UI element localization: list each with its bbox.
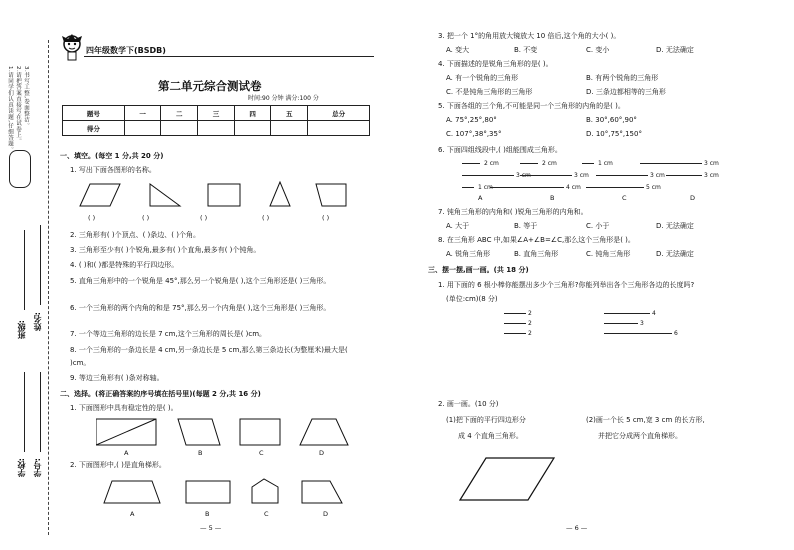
option[interactable]: C. 107°,38°,35° [446, 130, 502, 138]
table-cell: 得分 [63, 121, 125, 136]
score-cell[interactable] [308, 121, 370, 136]
parallelogram-drawing [458, 456, 558, 502]
side-note-2: 2.请把答案直接写在试卷上。 [15, 66, 21, 145]
stick-label: 6 [674, 330, 678, 337]
table-cell: 题号 [63, 106, 125, 121]
option[interactable]: D. 三条边都相等的三角形 [586, 88, 666, 96]
table-cell: 总分 [308, 106, 370, 121]
option[interactable]: A. 变大 [446, 46, 470, 54]
stick-label: 3 [640, 320, 644, 327]
question: 5. 下面各组的三个角,不可能是同一个三角形的内角的是( )。 [438, 102, 625, 110]
section1-title: 一、填空。(每空 1 分,共 20 分) [60, 152, 164, 160]
segment-label: 3 cm [574, 172, 589, 179]
question: 8. 一个三角形的一条边长是 4 cm,另一条边长是 5 cm,那么第三条边长(为整厘米)最大是( )cm。 [70, 346, 348, 367]
question: 3. 把一个 1°的角用放大镜放大 10 倍后,这个角的大小( )。 [438, 32, 621, 40]
segment [640, 163, 702, 164]
question: 6. 下面四组线段中,( )组能围成三角形。 [438, 146, 562, 154]
option-letter: D [690, 194, 696, 202]
segment-label: 3 cm [704, 160, 719, 167]
option[interactable]: C. 变小 [586, 46, 610, 54]
header-underline [84, 56, 374, 57]
stick-label: 2 [528, 310, 532, 317]
option-letter: B [198, 449, 203, 457]
rectangle-shape [208, 184, 240, 206]
option[interactable]: B. 有两个锐角的三角形 [586, 74, 659, 82]
option-letter: B [550, 194, 555, 202]
option[interactable]: C. 小于 [586, 222, 610, 230]
stability-figures [96, 417, 356, 447]
segment [520, 175, 572, 176]
option[interactable]: A. 75°,25°,80° [446, 116, 497, 124]
section3-title: 三、摆一摆,画一画。(共 18 分) [428, 266, 529, 274]
side-note-3: 3.书写工整,卷面整洁。 [23, 66, 29, 129]
answer-blank[interactable]: ( ) [88, 214, 96, 222]
stick-label: 2 [528, 320, 532, 327]
side-write-line [40, 372, 41, 452]
stick [504, 333, 526, 334]
stick [604, 323, 638, 324]
exam-meta: 时间:90 分钟 满分:100 分 [248, 95, 319, 102]
question-part: (1)把下面的平行四边形分 [446, 416, 526, 424]
cut-line [48, 40, 49, 535]
page-title: 第二单元综合测试卷 [158, 79, 262, 93]
question-part: (2)画一个长 5 cm,宽 3 cm 的长方形, [586, 416, 705, 424]
shape-figures [70, 180, 360, 210]
option-letter: D [319, 449, 325, 457]
answer-blank[interactable]: ( ) [200, 214, 208, 222]
segment [596, 175, 648, 176]
page-number-left: — 5 — [200, 524, 222, 532]
question: 7. 一个等边三角形的边长是 7 cm,这个三角形的周长是( )cm。 [70, 330, 267, 338]
segment [462, 187, 474, 188]
segment-label: 2 cm [542, 160, 557, 167]
option-letter: A [478, 194, 483, 202]
table-cell: 四 [234, 106, 271, 121]
stick-label: 4 [652, 310, 656, 317]
score-cell[interactable] [271, 121, 308, 136]
side-write-line [40, 225, 41, 305]
trapezoid-shape [316, 184, 346, 206]
answer-blank[interactable]: ( ) [322, 214, 330, 222]
segment-label: 3 cm [516, 172, 531, 179]
mascot-icon [60, 34, 84, 66]
score-table-header [63, 106, 370, 121]
option-letter: C [259, 449, 264, 457]
option-letter: A [130, 510, 135, 518]
question: 5. 直角三角形中的一个锐角是 45°,那么另一个锐角是( ),这个三角形还是( )三角形。 [70, 277, 331, 285]
segment [666, 175, 702, 176]
trapezoid-figures [102, 477, 352, 507]
score-table [62, 105, 370, 136]
score-cell[interactable] [124, 121, 161, 136]
question: 9. 等边三角形有( )条对称轴。 [70, 374, 164, 382]
name-label: 姓名: [33, 312, 42, 332]
question: 8. 在三角形 ABC 中,如果∠A+∠B=∠C,那么这个三角形是( )。 [438, 236, 635, 244]
right-triangle-shape [150, 184, 180, 206]
school-label: 学校: [17, 458, 26, 478]
stick-label: 2 [528, 330, 532, 337]
page-number-right: — 6 — [566, 524, 588, 532]
option[interactable]: A. 大于 [446, 222, 470, 230]
option-letter: C [264, 510, 269, 518]
answer-blank[interactable]: ( ) [142, 214, 150, 222]
question: 4. 下面描述的是锐角三角形的是( )。 [438, 60, 553, 68]
option[interactable]: D. 10°,75°,150° [586, 130, 642, 138]
question-part: 并把它分成两个直角梯形。 [598, 432, 682, 440]
stick [504, 323, 526, 324]
question: 7. 钝角三角形的内角和( )锐角三角形的内角和。 [438, 208, 588, 216]
segment-label: 3 cm [650, 172, 665, 179]
section2-title: 二、选择。(将正确答案的序号填在括号里)(每题 2 分,共 16 分) [60, 390, 261, 398]
score-cell[interactable] [198, 121, 235, 136]
question-unit: (单位:cm)(8 分) [446, 295, 498, 303]
segment [520, 163, 538, 164]
score-cell[interactable] [234, 121, 271, 136]
segment [490, 187, 564, 188]
score-cell[interactable] [161, 121, 198, 136]
side-marker [9, 150, 31, 188]
option[interactable]: C. 钝角三角形 [586, 250, 631, 258]
answer-blank[interactable]: ( ) [262, 214, 270, 222]
table-cell: 五 [271, 106, 308, 121]
class-label: 班级: [17, 320, 26, 340]
stick [604, 333, 672, 334]
segment-label: 2 cm [484, 160, 499, 167]
option[interactable]: B. 直角三角形 [514, 250, 559, 258]
score-table-row [63, 121, 370, 136]
table-cell: 二 [161, 106, 198, 121]
option[interactable]: D. 无法确定 [656, 250, 694, 258]
question: 1. 下面图形中具有稳定性的是( )。 [70, 404, 178, 412]
stick [504, 313, 526, 314]
question: 2. 画一画。(10 分) [438, 400, 499, 408]
stick [604, 313, 650, 314]
question: 2. 三角形有( )个顶点、( )条边、( )个角。 [70, 231, 200, 239]
option[interactable]: A. 锐角三角形 [446, 250, 491, 258]
option-letter: C [622, 194, 627, 202]
option[interactable]: A. 有一个锐角的三角形 [446, 74, 519, 82]
table-cell: 一 [124, 106, 161, 121]
number-label: 学号: [33, 458, 42, 478]
segment [586, 187, 644, 188]
segment-label: 1 cm [598, 160, 613, 167]
triangle-shape [270, 182, 290, 206]
question: 4. ( )和( )都是特殊的平行四边形。 [70, 261, 179, 269]
table-cell: 三 [198, 106, 235, 121]
parallelogram-shape [80, 184, 120, 206]
segment-label: 5 cm [646, 184, 661, 191]
option[interactable]: B. 30°,60°,90° [586, 116, 637, 124]
segment [462, 175, 514, 176]
option[interactable]: B. 不变 [514, 46, 538, 54]
segment [582, 163, 594, 164]
question: 2. 下面图形中,( )是直角梯形。 [70, 461, 166, 469]
option[interactable]: B. 等于 [514, 222, 538, 230]
option[interactable]: D. 无法确定 [656, 222, 694, 230]
question: 6. 一个三角形的两个内角的和是 75°,那么另一个内角是( ),这个三角形是( )三角形。 [70, 304, 331, 312]
side-write-line [24, 230, 25, 310]
option[interactable]: C. 不是钝角三角形的三角形 [446, 88, 533, 96]
question-part: 成 4 个直角三角形。 [458, 432, 523, 440]
side-note-1: 1.请同学们认真读题,仔细答题。 [7, 66, 13, 153]
question: 3. 三角形至少有( )个锐角,最多有( )个直角,最多有( )个钝角。 [70, 246, 261, 254]
option-letter: B [205, 510, 210, 518]
question: 1. 用下面的 6 根小棒你能摆出多少个三角形?你能列举出各个三角形各边的长度吗? [438, 281, 695, 289]
segment-label: 3 cm [704, 172, 719, 179]
option-letter: D [323, 510, 329, 518]
segment-label: 1 cm [478, 184, 493, 191]
question: 1. 写出下面各图形的名称。 [70, 166, 156, 174]
side-write-line [24, 372, 25, 452]
segment-label: 4 cm [566, 184, 581, 191]
option[interactable]: D. 无法确定 [656, 46, 694, 54]
segment [462, 163, 480, 164]
grade-badge: 四年级数学下(BSDB) [86, 46, 166, 55]
option-letter: A [124, 449, 129, 457]
